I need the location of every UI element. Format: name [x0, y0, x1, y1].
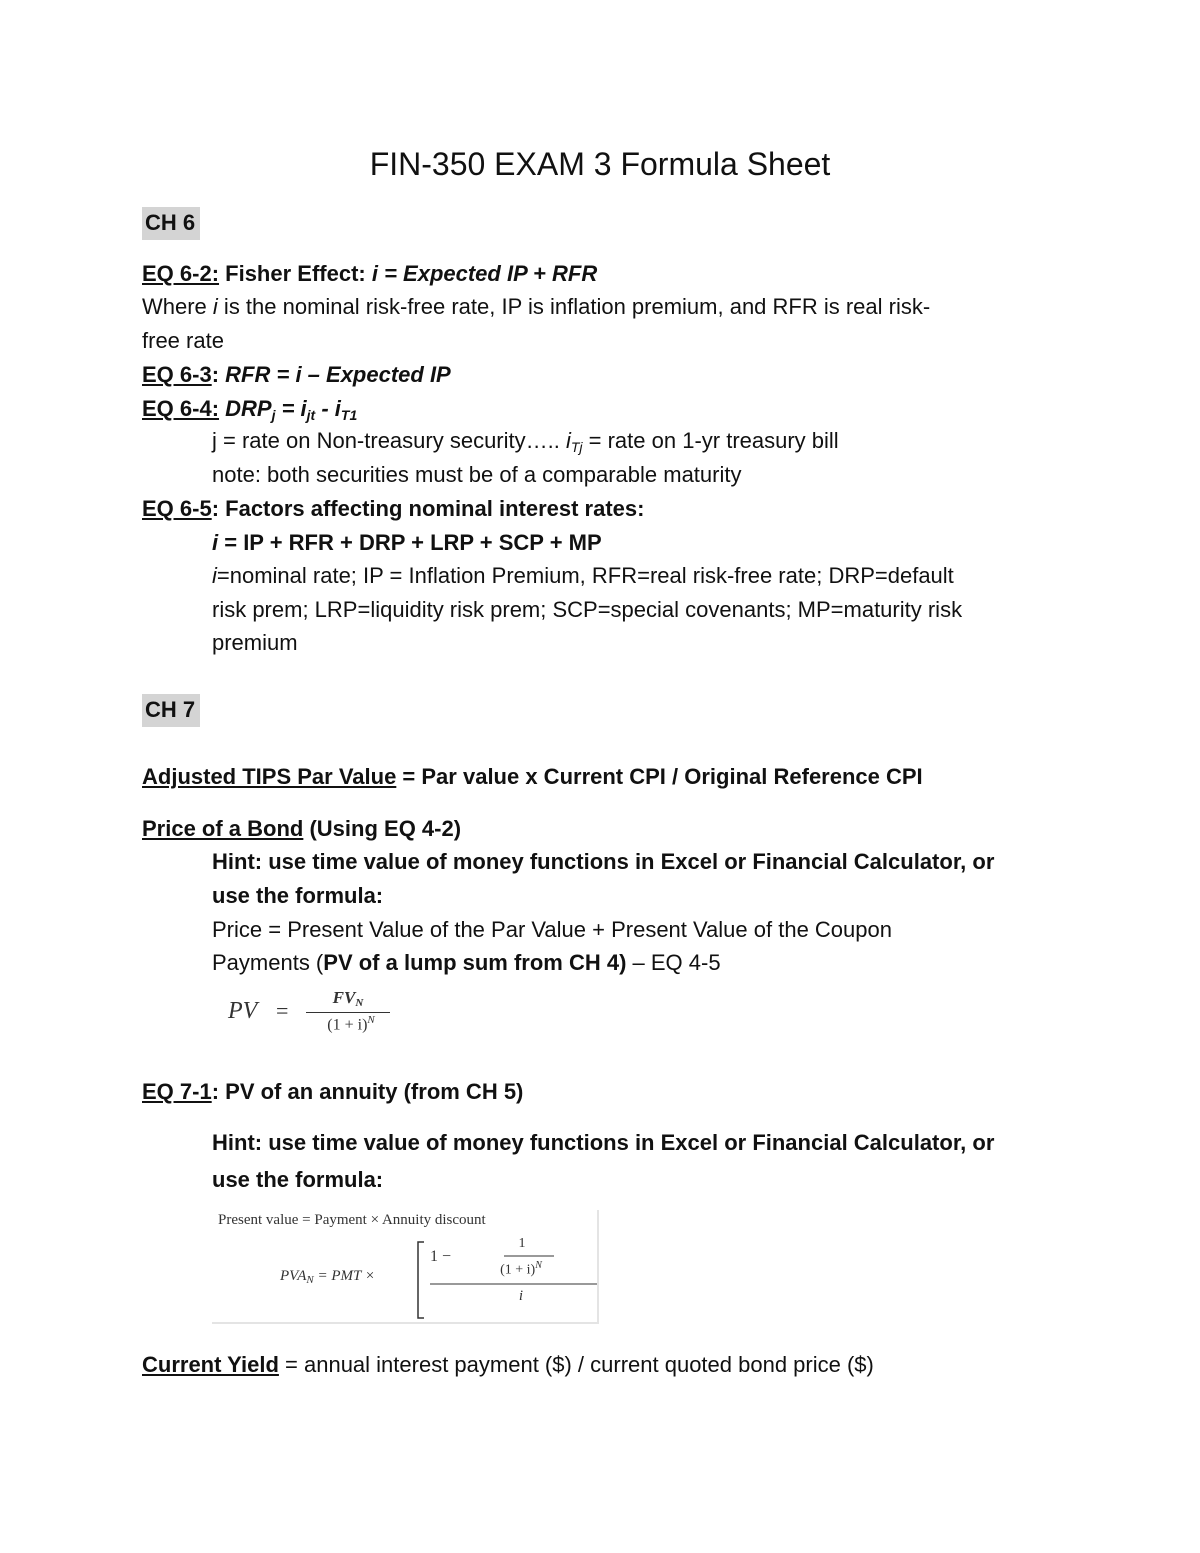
yield-rest: = annual interest payment ($) / current quoted bond price ($)	[278, 1352, 874, 1377]
eq62-desc-line2: free rate	[142, 328, 224, 353]
eq64-note1-a: j = rate on Non-treasury security…..	[212, 428, 566, 453]
eq65-def-line2: risk prem; LRP=liquidity risk prem; SCP=special covenants; MP=maturity risk	[212, 597, 963, 622]
eq62-desc-var: i	[212, 294, 218, 319]
eq65-label: EQ 6-5	[142, 496, 212, 521]
annuity-inner-den-sup: N	[535, 1260, 542, 1271]
eq62-label: EQ 6-2:	[142, 261, 220, 286]
bond-price2-b: PV of a lump sum from CH 4)	[323, 950, 627, 975]
bond-hint-line1: Hint: use time value of money functions in Excel or Financial Calculator, or	[212, 849, 995, 874]
eq65-title: : Factors affecting nominal interest rates:	[211, 496, 645, 521]
annuity-lhs	[280, 1268, 375, 1285]
annuity-pva-sub: N	[306, 1274, 314, 1286]
eq62-rhs: = Expected IP + RFR	[377, 261, 598, 286]
eq71-row	[142, 1077, 523, 1107]
eq64-note1-sub: Tj	[570, 439, 583, 455]
pv-formula-fraction-bar	[306, 1012, 390, 1013]
eq64-note1	[212, 426, 839, 456]
pv-formula-fv-sub: N	[355, 997, 364, 1009]
eq64-drp-sub: j	[271, 407, 276, 423]
eq65-def1: =nominal rate; IP = Inflation Premium, RFR=real risk-free rate; DRP=default	[216, 563, 954, 588]
eq65-def-var: i	[212, 563, 217, 588]
eq64-ijt-sub: jt	[306, 407, 316, 423]
eq64-note1-b: = rate on 1-yr treasury bill	[582, 428, 839, 453]
eq65-def-line3: premium	[212, 630, 298, 655]
bond-row	[142, 814, 461, 844]
annuity-caption: Present value = Payment × Annuity discount	[218, 1212, 486, 1228]
eq65-def-line1	[212, 561, 954, 591]
eq64-note1-var: i	[565, 428, 571, 453]
eq65-formula: = IP + RFR + DRP + LRP + SCP + MP	[218, 530, 602, 555]
pv-formula-fv: FV	[332, 988, 356, 1007]
ch7-heading: CH 7	[142, 694, 200, 727]
pv-formula-den: (1 + i)	[327, 1016, 368, 1034]
eq65-formula-row	[212, 528, 602, 558]
pv-formula-den-sup: N	[367, 1014, 375, 1026]
eq64-row	[142, 394, 357, 424]
annuity-rhs: = PMT ×	[313, 1268, 375, 1284]
pv-formula-denominator	[306, 1014, 396, 1034]
ch7-heading-row	[142, 694, 200, 727]
eq65-row	[142, 494, 644, 524]
eq63-label: EQ 6-3	[142, 362, 212, 387]
eq71-hint-line1: Hint: use time value of money functions in Excel or Financial Calculator, or	[212, 1130, 995, 1155]
bond-label: Price of a Bond	[142, 816, 304, 841]
eq62-var: i	[371, 261, 378, 286]
ch6-heading: CH 6	[142, 207, 200, 240]
tips-row	[142, 762, 923, 792]
eq62-name: Fisher Effect:	[219, 261, 372, 286]
eq65-var: i	[212, 530, 219, 555]
bond-price2-c: – EQ 4-5	[626, 950, 721, 975]
annuity-one-minus: 1 −	[430, 1248, 452, 1265]
annuity-inner-den-base: (1 + i)	[500, 1262, 536, 1278]
bond-price-line2	[212, 948, 721, 978]
bond-hint-line2: use the formula:	[212, 883, 384, 908]
bond-price2-a: Payments (	[212, 950, 324, 975]
eq64-label: EQ 6-4:	[142, 396, 220, 421]
annuity-inner-num: 1	[518, 1236, 526, 1251]
yield-label: Current Yield	[142, 1352, 279, 1377]
eq64-drp: DRP	[219, 396, 272, 421]
eq62-desc-line1	[142, 292, 930, 322]
eq63-colon: :	[211, 362, 226, 387]
eq62-desc-pre: Where	[142, 294, 213, 319]
annuity-pva: PVA	[280, 1268, 307, 1284]
tips-label: Adjusted TIPS Par Value	[142, 764, 397, 789]
eq62-desc-post: is the nominal risk-free rate, IP is inflation premium, and RFR is real risk-	[217, 294, 931, 319]
pv-formula-equals: =	[276, 998, 289, 1023]
tips-rest: = Par value x Current CPI / Original Reference CPI	[396, 764, 923, 789]
eq62-row	[142, 259, 597, 289]
pv-formula-lhs: PV	[228, 998, 258, 1024]
eq71-hint-line2: use the formula:	[212, 1167, 384, 1192]
bond-price-line1: Price = Present Value of the Par Value + Present Value of the Coupon	[212, 917, 892, 942]
annuity-inner-den	[468, 1260, 574, 1279]
eq63-row	[142, 360, 451, 390]
eq64-note2: note: both securities must be of a comparable maturity	[212, 462, 742, 487]
pv-formula-numerator	[320, 988, 376, 1008]
annuity-formula-image	[212, 1210, 599, 1324]
eq64-it1-sub: T1	[340, 407, 358, 423]
eq63-formula: RFR = i – Expected IP	[225, 362, 451, 387]
page-title: FIN-350 EXAM 3 Formula Sheet	[369, 146, 831, 182]
ch6-heading-row	[142, 207, 200, 240]
yield-row	[142, 1350, 874, 1380]
eq71-rest: : PV of an annuity (from CH 5)	[211, 1079, 524, 1104]
annuity-den: i	[518, 1288, 524, 1304]
eq64-it1: - i	[315, 396, 341, 421]
pv-lump-sum-formula	[228, 990, 388, 1046]
bond-rest: (Using EQ 4-2)	[303, 816, 462, 841]
eq64-ijt: = i	[275, 396, 307, 421]
eq71-label: EQ 7-1	[142, 1079, 212, 1104]
